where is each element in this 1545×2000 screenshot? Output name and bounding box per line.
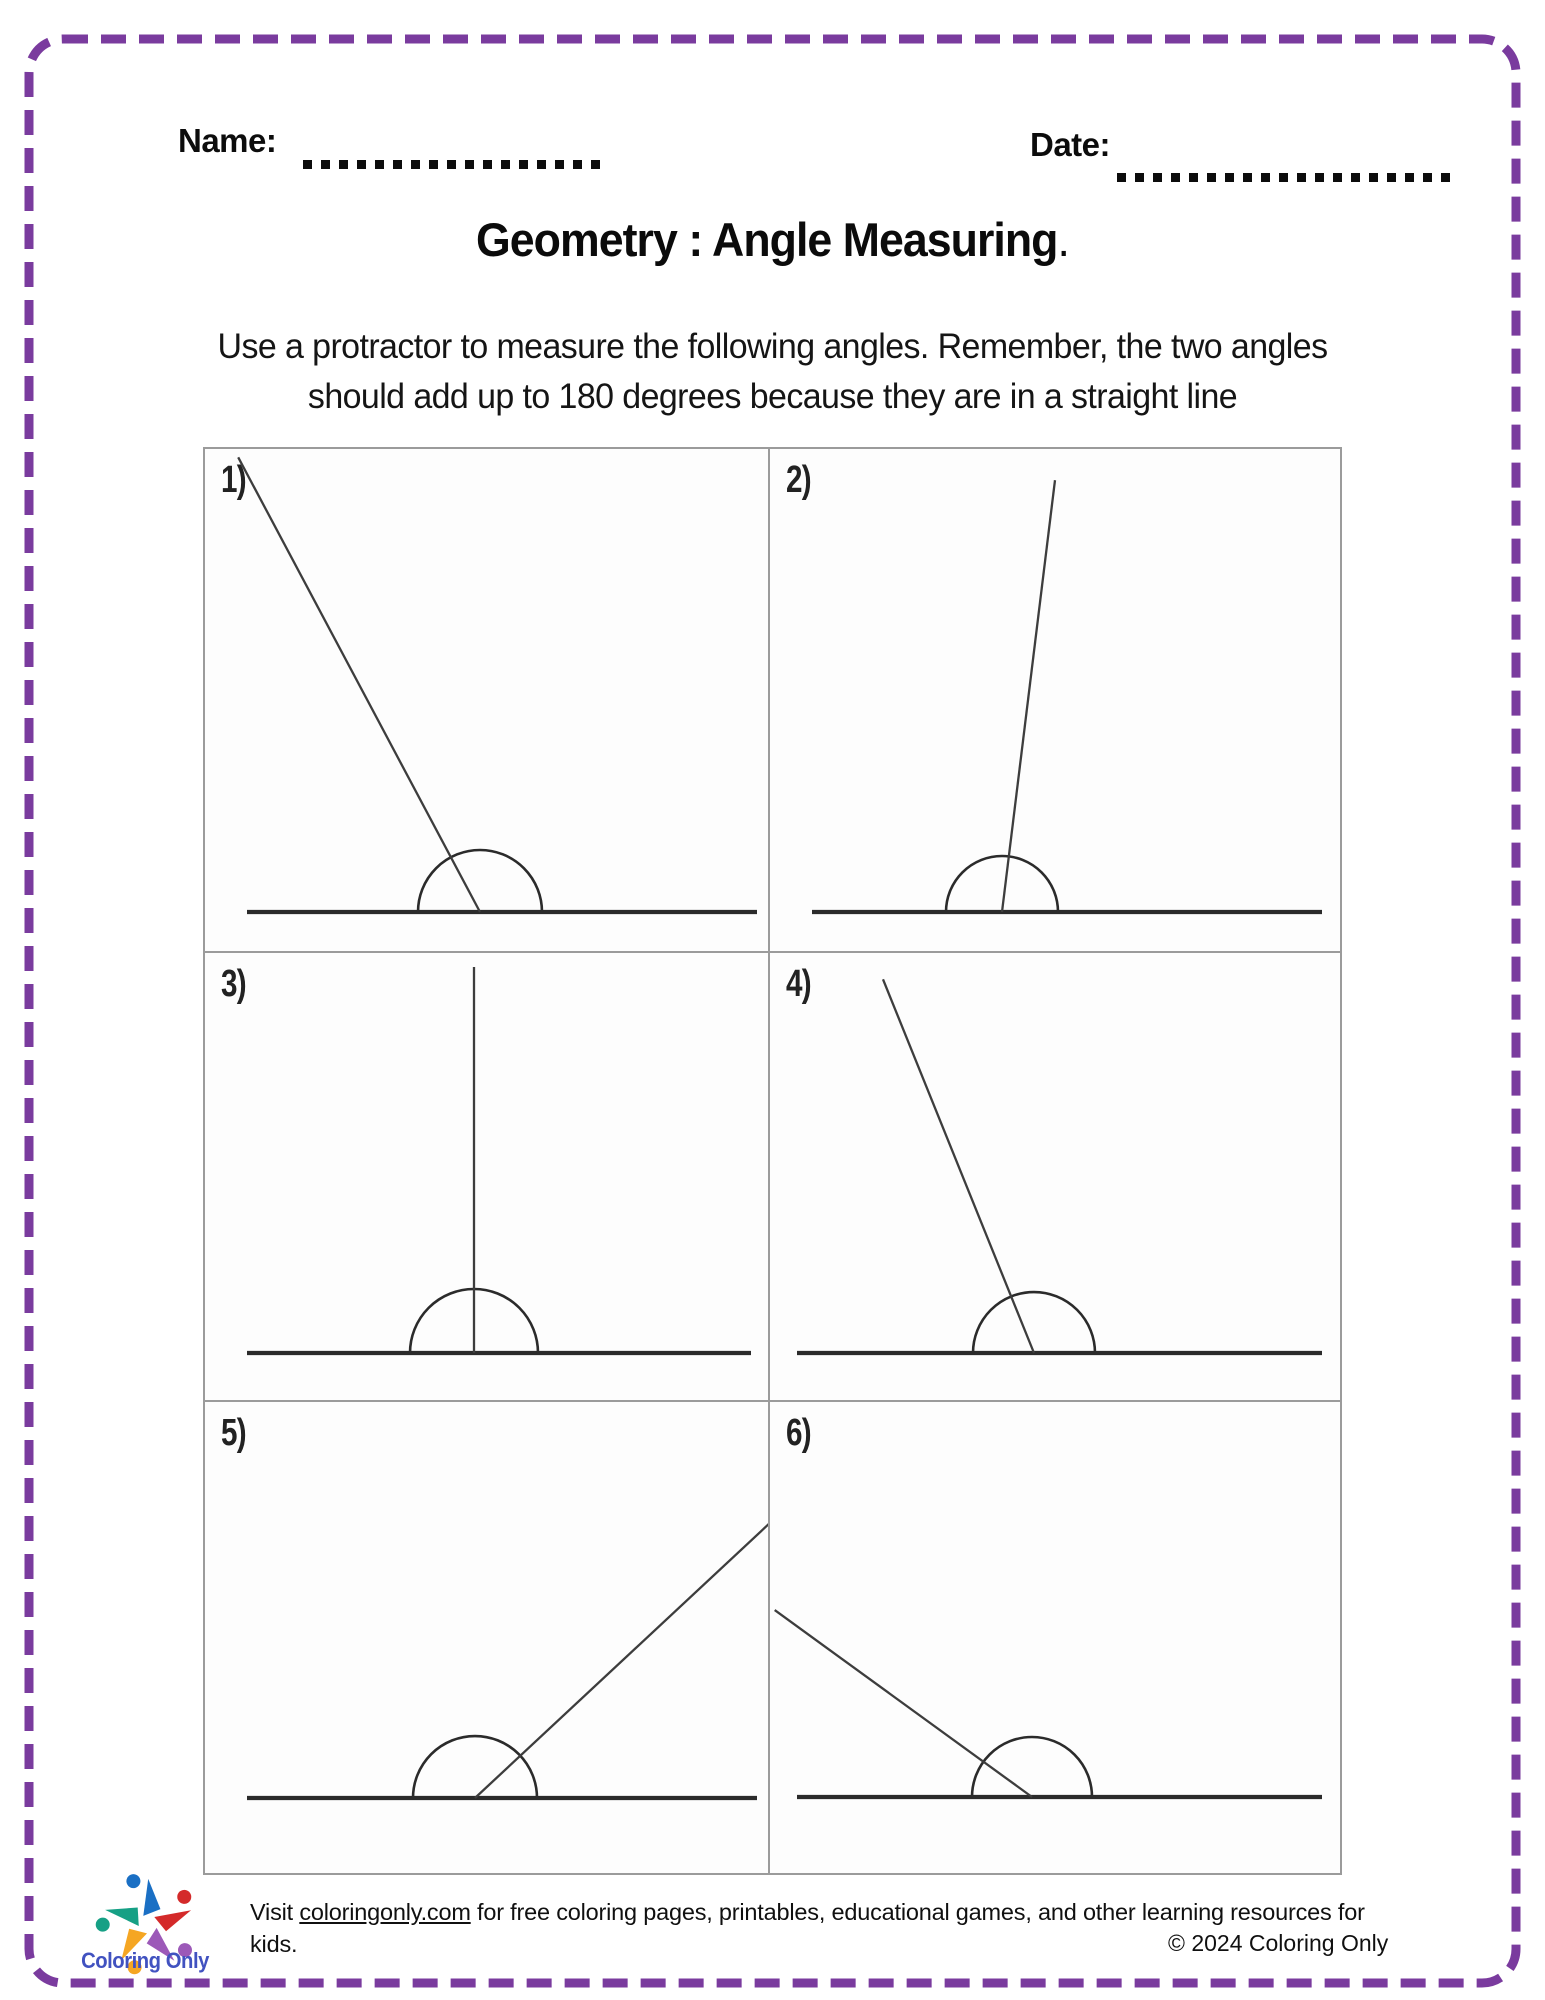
logo-figure-head-1 (176, 1889, 192, 1905)
instructions-line-2: should add up to 180 degrees because they are in a straight line (307, 376, 1238, 416)
angle-figure-6 (770, 1402, 1340, 1873)
page-title-text: Geometry : Angle Measuring (476, 213, 1058, 266)
angle-problem-cell-3 (205, 953, 768, 1400)
angle-problem-cell-2 (770, 449, 1340, 951)
angle-problem-cell-4 (770, 953, 1340, 1400)
problem-number-label: 2) (786, 459, 811, 501)
angle-problem-cell-5 (205, 1402, 768, 1873)
angle-ray (475, 1524, 768, 1798)
angle-problem-cell-6 (770, 1402, 1340, 1873)
instructions-line-1: Use a protractor to measure the following angles. Remember, the two angles (217, 327, 1328, 366)
copyright-text: © 2024 Coloring Only (1168, 1930, 1389, 1956)
footer-visit-suffix: for free coloring pages, printables, educational games, and other learning resources for kids. (250, 1899, 1365, 1958)
name-label: Name: (178, 122, 277, 159)
angle-figure-1 (205, 449, 768, 951)
problem-number-label: 6) (786, 1412, 811, 1454)
instructions (23, 322, 1522, 421)
name-dotted-line (303, 160, 609, 169)
page-title (39, 212, 1507, 267)
problem-number-label: 1) (221, 459, 246, 501)
angle-figure-3 (205, 953, 768, 1400)
problem-number-label: 3) (221, 963, 246, 1005)
angle-ray (883, 979, 1034, 1353)
protractor-arc (418, 850, 542, 912)
angle-figure-5 (205, 1402, 768, 1873)
date-label: Date: (1030, 126, 1111, 163)
logo-text: Coloring Only (81, 1948, 209, 1973)
page-title-period: . (1057, 213, 1069, 266)
angle-figure-2 (770, 449, 1340, 951)
problem-number-label: 5) (221, 1412, 246, 1454)
protractor-arc (973, 1292, 1095, 1353)
footer-visit-prefix: Visit (250, 1899, 300, 1925)
logo-figure-head-4 (93, 1915, 113, 1935)
angle-problem-cell-1 (205, 449, 768, 951)
protractor-arc (413, 1736, 537, 1798)
angle-figure-4 (770, 953, 1340, 1400)
problem-number-label: 4) (786, 963, 811, 1005)
logo-figure-head-5 (124, 1874, 143, 1891)
angle-ray (1002, 480, 1055, 912)
logo-figure-4 (105, 1892, 147, 1935)
angle-problems-grid (203, 447, 1342, 1875)
angle-ray (238, 457, 480, 912)
angle-ray (775, 1610, 1032, 1797)
coloringonly-link[interactable]: coloringonly.com (299, 1899, 471, 1925)
date-dotted-line (1117, 173, 1451, 182)
